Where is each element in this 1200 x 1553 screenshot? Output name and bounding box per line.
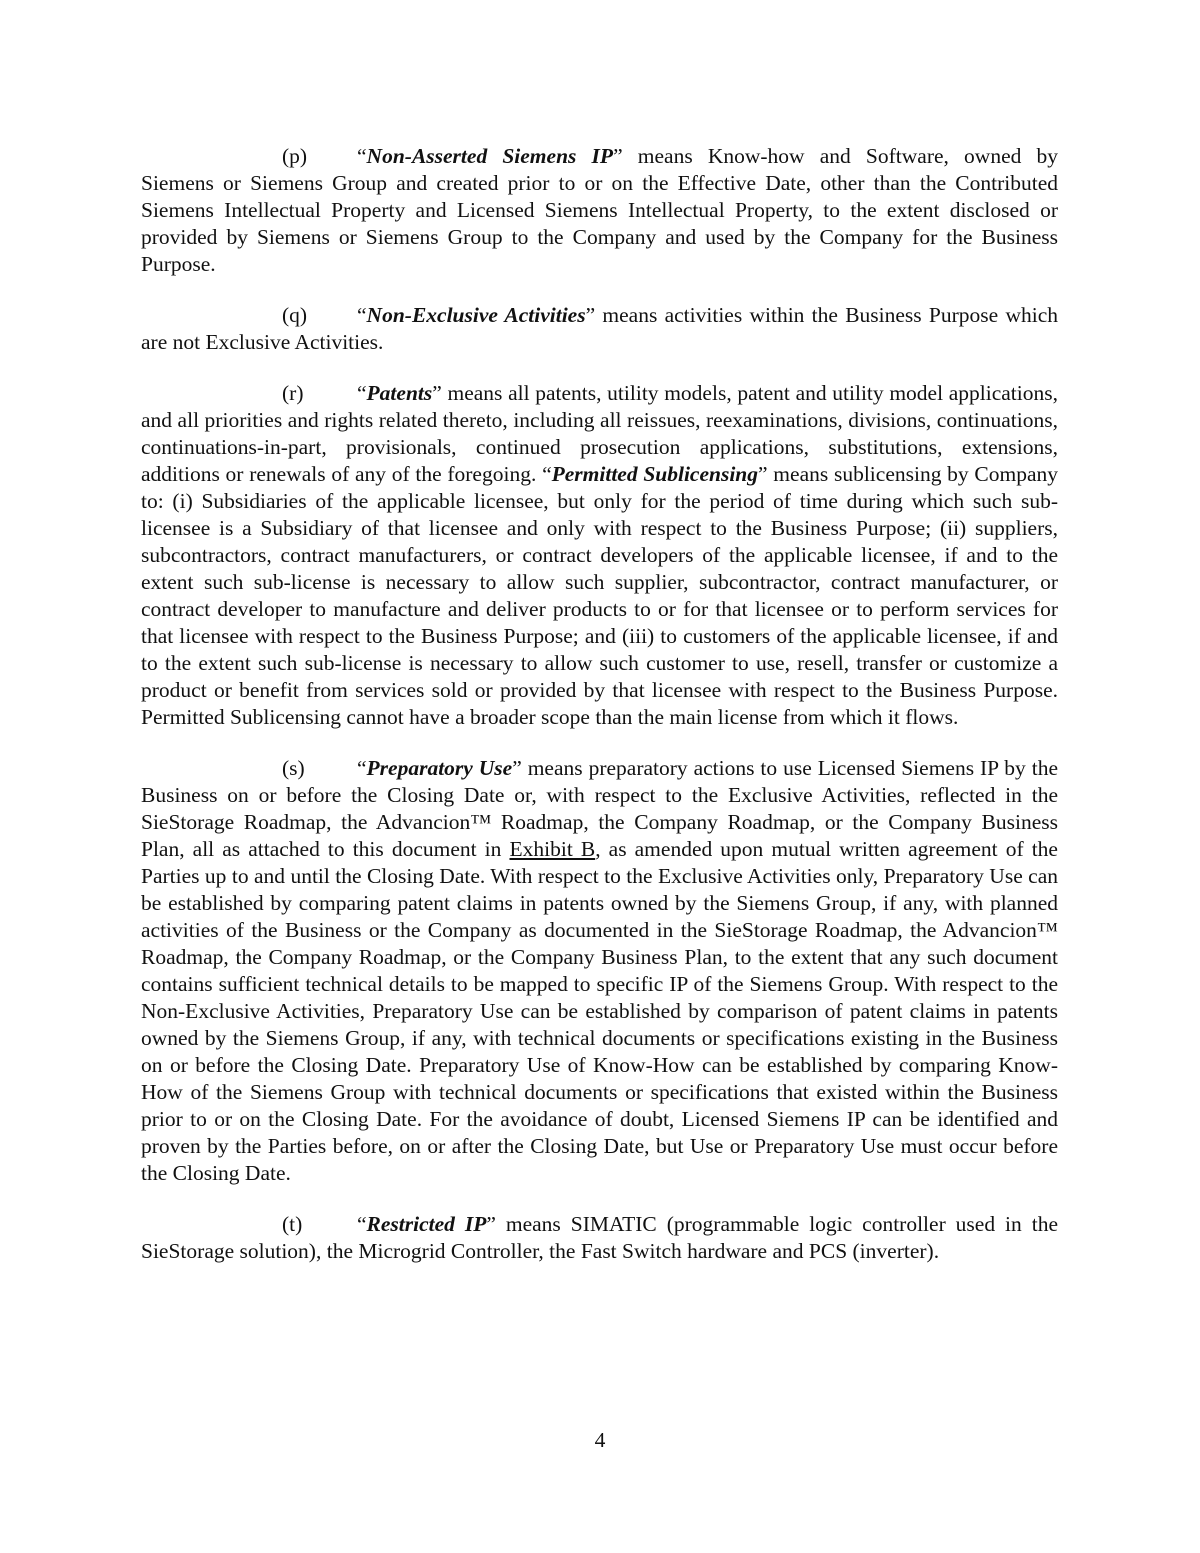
clause-label: (t) xyxy=(282,1212,303,1236)
defined-term: Non-Exclusive Activities xyxy=(366,303,586,327)
definition-p: (p) “Non-Asserted Siemens IP” means Know-how and Software, owned by Siemens or Siemens Group and created prior to or on the Effective Date, other than the Contributed Siemens Intellectual Property and Licensed Siemens Intellectual Property, to the extent disclosed or provided by Siemens or Siemens Group to the Company and used by the Company for the Business Purpose. xyxy=(141,144,1059,276)
definition-q: (q) “Non-Exclusive Activities” means activities within the Business Purpose which are not Exclusive Activities. xyxy=(141,303,1059,354)
clause-label: (p) xyxy=(282,144,308,168)
definition-s: (s) “Preparatory Use” means preparatory actions to use Licensed Siemens IP by the Business on or before the Closing Date or, with respect to the Exclusive Activities, reflected in the SieStorage Roadmap, the Advancion™ Roadmap, the Company Roadmap, or the Company Business Plan, all as attached to this document in Exhibit B, as amended upon mutual written agreement of the Parties up to and until the Closing Date. With respect to the Exclusive Activities only, Preparatory Use can be established by comparing patent claims in patents owned by the Siemens Group, if any, with planned activities of the Business or the Company as documented in the SieStorage Roadmap, the Advancion™ Roadmap, the Company Roadmap, or the Company Business Plan, to the extent that any such document contains sufficient technical details to be mapped to specific IP of the Siemens Group. With respect to the Non-Exclusive Activities, Preparatory Use can be established by comparison of patent claims in patents owned by the Siemens Group, if any, with technical documents or specifications existing in the Business on or before the Closing Date. Preparatory Use of Know-How can be established by comparing Know-How of the Siemens Group with technical documents or specifications that existed within the Business prior to or on the Closing Date. For the avoidance of doubt, Licensed Siemens IP can be identified and proven by the Parties before, on or after the Closing Date, but Use or Preparatory Use must occur before the Closing Date. xyxy=(141,756,1058,1185)
defined-term: Preparatory Use xyxy=(366,756,513,780)
defined-term: Permitted Sublicensing xyxy=(551,462,759,486)
definition-t: (t) “Restricted IP” means SIMATIC (programmable logic controller used in the SieStorage solution), the Microgrid Controller, the Fast Switch hardware and PCS (inverter). xyxy=(141,1212,1058,1263)
definition-text: means preparatory actions to use Licensed Siemens IP by the Business on or before the Closing Date or, with respect to the Exclusive Activities, reflected in the SieStorage Roadmap, the Advancion™ Roadmap, the Company Roadmap, or the Company Business Plan, all as attached to this document in xyxy=(141,756,1058,861)
definition-text: , as amended upon mutual written agreement of the Parties up to and until the Closing Date. With respect to the Exclusive Activities only, Preparatory Use can be established by comparing patent claims in patents owned by the Siemens Group, if any, with planned activities of the Business or the Company as documented in the SieStorage Roadmap, the Advancion™ Roadmap, the Company Roadmap, or the Company Business Plan, to the extent that any such document contains sufficient technical details to be mapped to specific IP of the Siemens Group. With respect to the Non-Exclusive Activities, Preparatory Use can be established by comparison of patent claims in patents owned by the Siemens Group, if any, with technical documents or specifications existing in the Business on or before the Closing Date. Preparatory Use of Know-How can be established by comparing Know-How of the Siemens Group with technical documents or specifications that existed within the Business prior to or on the Closing Date. For the avoidance of doubt, Licensed Siemens IP can be identified and proven by the Parties before, on or after the Closing Date, but Use or Preparatory Use must occur before the Closing Date. xyxy=(141,837,1058,1185)
definition-text: means sublicensing by Company to: (i) Subsidiaries of the applicable licensee, but only for the period of time during which such sub-licensee is a Subsidiary of that licensee and only with respect to the Business Purpose; (ii) suppliers, subcontractors, contract manufacturers, or contract developers of the applicable licensee, if and to the extent such sub-license is necessary to allow such supplier, subcontractor, contract manufacturer, or contract developer to manufacture and deliver products to or for that licensee or to perform services for that licensee with respect to the Business Purpose; and (iii) to customers of the applicable licensee, if and to the extent such sub-license is necessary to allow such customer to use, resell, transfer or customize a product or benefit from services sold or provided by that licensee with respect to the Business Purpose. Permitted Sublicensing cannot have a broader scope than the main license from which it flows. xyxy=(141,462,1059,729)
definition-r: (r) “Patents” means all patents, utility models, patent and utility model applications, and all priorities and rights related thereto, including all reissues, reexaminations, divisions, continuations, continuations-in-part, provisionals, continued prosecution applications, substitutions, extensions, additions or renewals of any of the foregoing. “Permitted Sublicensing” means sublicensing by Company to: (i) Subsidiaries of the applicable licensee, but only for the period of time during which such sub-licensee is a Subsidiary of that licensee and only with respect to the Business Purpose; (ii) suppliers, subcontractors, contract manufacturers, or contract developers of the applicable licensee, if and to the extent such sub-license is necessary to allow such supplier, subcontractor, contract manufacturer, or contract developer to manufacture and deliver products to or for that licensee or to perform services for that licensee with respect to the Business Purpose; and (iii) to customers of the applicable licensee, if and to the extent such sub-license is necessary to allow such customer to use, resell, transfer or customize a product or benefit from services sold or provided by that licensee with respect to the Business Purpose. Permitted Sublicensing cannot have a broader scope than the main license from which it flows. xyxy=(141,381,1059,729)
defined-term: Non-Asserted Siemens IP xyxy=(366,144,614,168)
clause-label: (q) xyxy=(282,303,308,327)
definition-text: means activities within the Business Purpose which are not Exclusive Activities. xyxy=(141,303,1059,354)
clause-label: (s) xyxy=(282,756,305,780)
clause-label: (r) xyxy=(282,381,304,405)
definition-text: means Know-how and Software, owned by Siemens or Siemens Group and created prior to or on the Effective Date, other than the Contributed Siemens Intellectual Property and Licensed Siemens Intellectual Property, to the extent disclosed or provided by Siemens or Siemens Group to the Company and used by the Company for the Business Purpose. xyxy=(141,144,1059,276)
exhibit-reference: Exhibit B xyxy=(509,837,596,861)
defined-term: Restricted IP xyxy=(366,1212,487,1236)
defined-term: Patents xyxy=(366,381,433,405)
page-number: 4 xyxy=(594,1428,606,1452)
definition-text: means SIMATIC (programmable logic controller used in the SieStorage solution), the Microgrid Controller, the Fast Switch hardware and PCS (inverter). xyxy=(141,1212,1058,1263)
definition-text: means all patents, utility models, patent and utility model applications, and all priorities and rights related thereto, including all reissues, reexaminations, divisions, continuations, continuations-in-part, provisionals, continued prosecution applications, substitutions, extensions, additions or renewals of any of the foregoing. xyxy=(141,381,1058,486)
document-page xyxy=(141,143,1058,1289)
